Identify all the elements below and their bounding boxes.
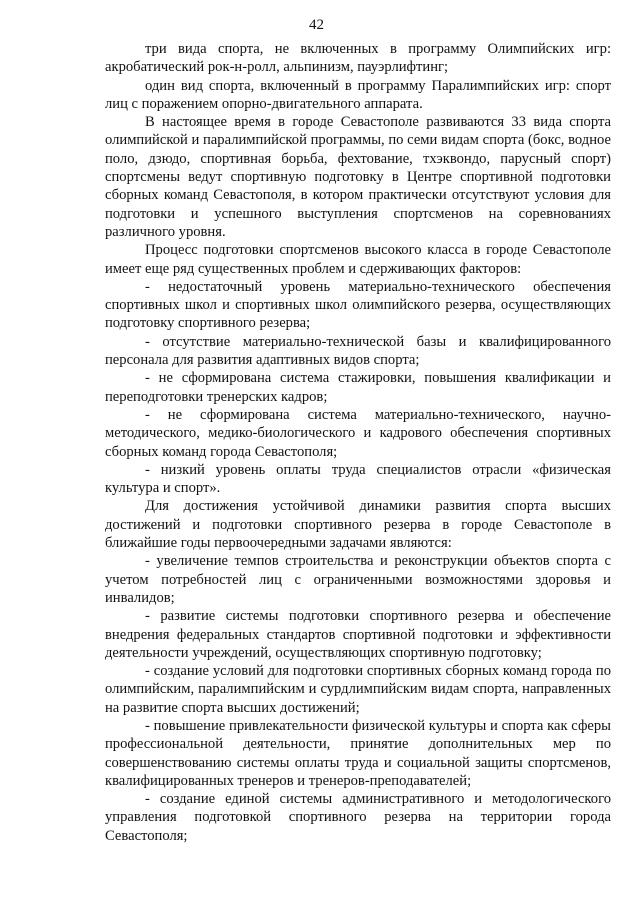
document-body <box>105 40 611 845</box>
paragraph-current-state: В настоящее время в городе Севастополе развиваются 33 вида спорта олимпийской и паралимпийской программы, по семи видам спорта (бокс, водное поло, дзюдо, спортивная борьба, фехтование, тхэквондо, парусный спорт) спортсмены ведут спортивную подготовку в Центре спортивной подготовки сборных команд Севастополя, в котором практически отсутствуют условия для подготовки и успешного выступления спортсменов на соревнованиях различного уровня. <box>105 114 611 240</box>
list-item-reserve-training: - развитие системы подготовки спортивного резерва и обеспечение внедрения федеральных стандартов спортивной подготовки и эффективности деятельности учреждений, осуществляющих спортивную подготовку; <box>105 608 611 661</box>
list-item-construction: - увеличение темпов строительства и реконструкции объектов спорта с учетом потребностей лиц с ограниченными возможностями здоровья и инвалидов; <box>105 553 611 606</box>
list-item-team-support-system: - не сформирована система материально-технического, научно-методического, медико-биологического и кадрового обеспечения спортивных сборных команд города Севастополя; <box>105 406 611 460</box>
paragraph-paralympic-sport: один вид спорта, включенный в программу Паралимпийских игр: спорт лиц с поражением опорно-двигательного аппарата. <box>105 77 611 112</box>
list-item-low-salary: - низкий уровень оплаты труда специалистов отрасли «физическая культура и спорт». <box>105 461 611 497</box>
list-item-adaptive-sports: - отсутствие материально-технической базы и квалифицированного персонала для развития адаптивных видов спорта; <box>105 333 611 369</box>
list-item-unified-management: - создание единой системы административного и методологического управления подготовкой спортивного резерва на территории города Севастополя; <box>105 791 611 844</box>
paragraph-problems-intro: Процесс подготовки спортсменов высокого класса в городе Севастополе имеет еще ряд существенных проблем и сдерживающих факторов: <box>105 242 611 277</box>
list-item-team-conditions: - создание условий для подготовки спортивных сборных команд города по олимпийским, паралимпийским и сурдлимпийским видам спорта, направленных на развитие спорта высших достижений; <box>105 663 611 716</box>
list-item-profession-attractiveness: - повышение привлекательности физической культуры и спорта как сферы профессиональной деятельности, принятие дополнительных мер по совершенствованию системы оплаты труда и социальной защиты спортсменов, квалифицированных тренеров и тренеров-преподавателей; <box>105 717 611 789</box>
paragraph-olympic-excluded-sports: три вида спорта, не включенных в программу Олимпийских игр: акробатический рок-н-ролл, альпинизм, пауэрлифтинг; <box>105 41 611 76</box>
paragraph-tasks-intro: Для достижения устойчивой динамики развития спорта высших достижений и подготовки спортивного резерва в городе Севастополе в ближайшие годы первоочередными задачами являются: <box>105 498 611 552</box>
list-item-trainer-qualification: - не сформирована система стажировки, повышения квалификации и переподготовки тренерских кадров; <box>105 370 611 405</box>
list-item-material-support: - недостаточный уровень материально-технического обеспечения спортивных школ и спортивных школ олимпийского резерва, осуществляющих подготовку спортивного резерва; <box>105 278 611 332</box>
page-number: 42 <box>309 17 324 33</box>
